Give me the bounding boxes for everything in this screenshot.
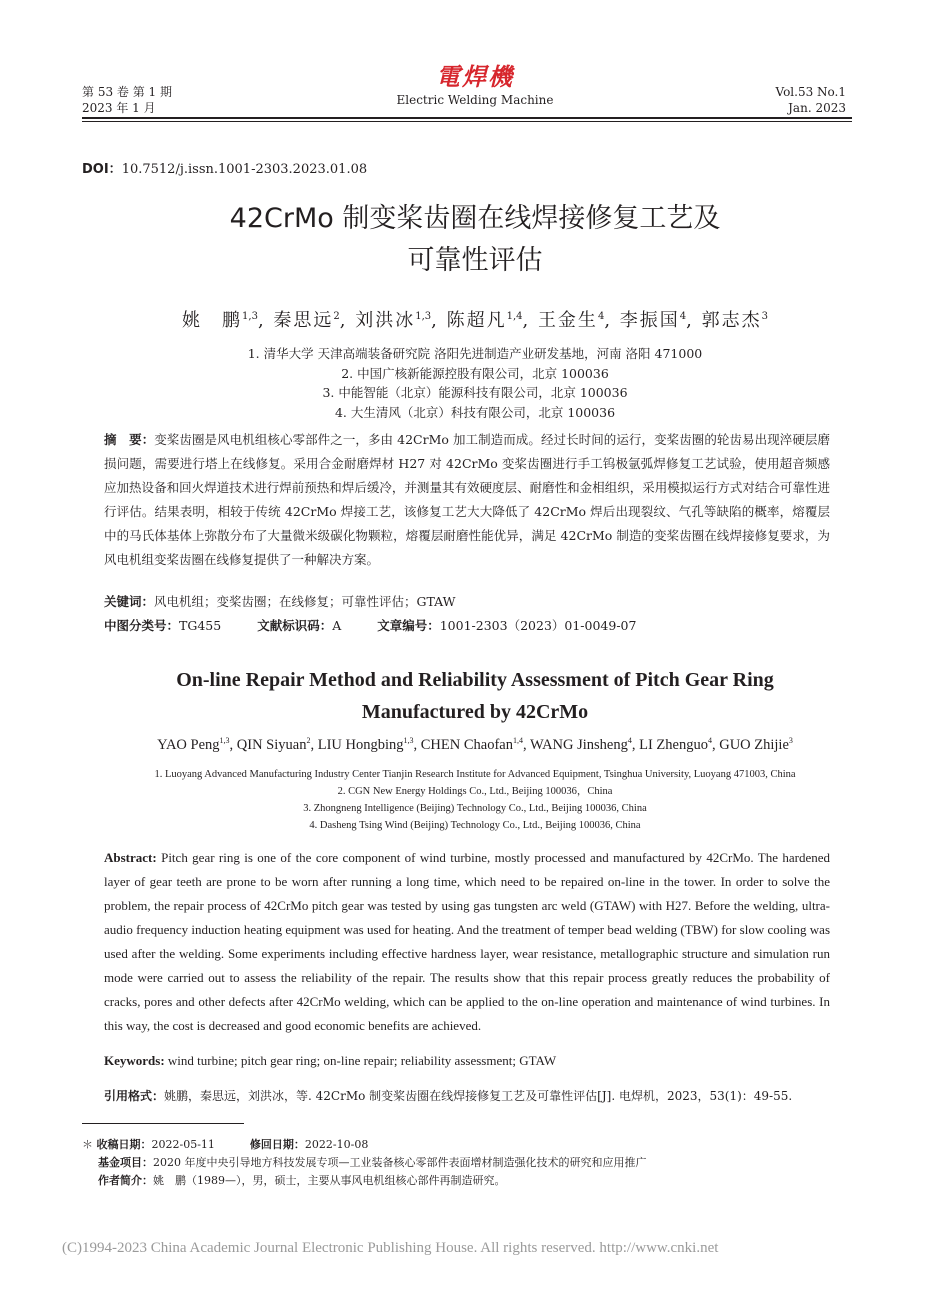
affiliation-cn: 3. 中能智能（北京）能源科技有限公司，北京 100036 [322,385,628,400]
issue-date-en: Jan. 2023 [788,101,846,115]
author-en: WANG Jinsheng$^4$ [529,736,632,753]
abstract-cn-label: 摘 要： [104,432,155,447]
header-rule [82,117,852,119]
keywords-en-label: Keywords: [104,1053,165,1068]
keywords-en [104,1053,830,1069]
author-cn: 郭志杰$^3$ [701,310,768,331]
author-en: YAO Peng$^{1,3}$ [157,736,230,753]
copyright-notice: (C)1994-2023 China Academic Journal Electronic Publishing House. All rights reserved. http://www.cnki.net [62,1240,719,1256]
citation [104,1087,830,1104]
abstract-cn [104,428,830,572]
author-en: LI Zhenguo$^4$ [639,736,712,753]
title-cn-line2: 可靠性评估 [407,245,543,276]
author-en: CHEN Chaofan$^{1,4}$ [420,736,523,753]
author-cn: 李振国$^4$ [619,310,687,331]
header-rule-thin [82,121,852,122]
affiliation-en: 2. CGN New Energy Holdings Co., Ltd., Beijing 100036，China [337,786,613,797]
citation-label: 引用格式： [104,1089,165,1103]
footnote-dates: ＊ 收稿日期：2022-05-11 修回日期：2022-10-08 [82,1138,369,1151]
revised-date: 2022-10-08 [304,1138,369,1151]
abstract-en [104,846,830,1038]
affiliation-en: 4. Dasheng Tsing Wind (Beijing) Technology Co., Ltd., Beijing 100036, China [309,820,641,831]
author-cn: 秦思远$^2$ [273,310,340,331]
revised-label: 修回日期： [249,1138,305,1151]
affiliations-en [0,766,950,834]
page-title-en [0,664,950,728]
author-en: GUO Zhijie$^3$ [719,736,793,753]
journal-name-en: Electric Welding Machine [396,93,554,107]
title-en-line1: On-line Repair Method and Reliability Assessment of Pitch Gear Ring [176,669,774,691]
affiliation-cn: 1. 清华大学 天津高端装备研究院 洛阳先进制造产业研发基地，河南 洛阳 471000 [247,346,703,361]
doc-code-value: A [332,618,342,633]
footnote-rule [82,1123,244,1124]
affiliation-en: 1. Luoyang Advanced Manufacturing Industry Center Tianjin Research Institute for Advanced Equipment, Tsinghua University, Luoyang 471003, China [154,769,796,780]
issue-info-en [776,84,847,116]
footnotes [82,1136,647,1190]
doi-value[interactable]: 10.7512/j.issn.1001-2303.2023.01.08 [121,162,368,177]
issue-date: 2023 年 1 月 [82,101,156,115]
article-number-value: 1001-2303（2023）01-0049-07 [439,618,637,633]
page-title-cn [0,198,950,282]
fund-text: 2020 年度中央引导地方科技发展专项—工业装备核心零部件表面增材制造强化技术的研究和应用推广 [153,1156,647,1169]
received-date: 2022-05-11 [151,1138,215,1151]
received-label: 收稿日期： [96,1138,152,1151]
keywords-cn-text: 风电机组；变桨齿圈；在线修复；可靠性评估；GTAW [154,594,456,609]
classification-info [104,616,830,636]
doi[interactable] [82,158,367,177]
clc-label: 中图分类号： [104,618,180,633]
affiliation-en: 3. Zhongneng Intelligence (Beijing) Technology Co., Ltd., Beijing 100036, China [303,803,647,814]
fund-label: 基金项目： [98,1156,153,1169]
footnote-fund [82,1154,647,1172]
abstract-cn-text: 变桨齿圈是风电机组核心零部件之一，多由 42CrMo 加工制造而成。经过长时间的运行，变桨齿圈的轮齿易出现淬硬层磨损问题，需要进行塔上在线修复。采用合金耐磨焊材 H27 对 42CrMo 变桨齿圈进行手工钨极氩弧焊修复工艺试验，使用超音频感应加热设备和回火焊道技术进行焊前预热和焊后缓冷，并测量其有效硬度层、耐磨性和金相组织，采用模拟运行方式对结合可靠性进行评估。结果表明，相较于传统 42CrMo 焊接工艺，该修复工艺大大降低了 42CrMo 焊后出现裂纹、气孔等缺陷的概率，熔覆层中的马氏体基体上弥散分布了大量微米级碳化物颗粒，熔覆层耐磨性能优异，满足 42CrMo 制造的变桨齿圈在线焊接修复要求，为风电机组变桨齿圈在线修复提供了一种解决方案。 [104,432,830,567]
article-number-label: 文章编号： [377,618,440,633]
doc-code-label: 文献标识码： [257,618,333,633]
keywords-en-text: wind turbine; pitch gear ring; on-line repair; reliability assessment; GTAW [167,1053,557,1068]
keywords-cn-label: 关键词： [104,594,155,609]
author-cn: 姚 鹏$^{1,3}$ [182,310,258,331]
affiliations-cn [0,344,950,422]
author-cn: 陈超凡$^{1,4}$ [446,310,523,331]
author-bio-label: 作者简介： [98,1174,153,1187]
footnote-author [82,1172,647,1190]
author-cn: 刘洪冰$^{1,3}$ [355,310,432,331]
author-en: QIN Siyuan$^2$ [236,736,311,753]
abstract-en-label: Abstract: [104,850,157,865]
doi-label: DOI： [82,162,122,177]
volume-issue-en: Vol.53 No.1 [775,85,846,99]
affiliation-cn: 2. 中国广核新能源控股有限公司，北京 100036 [341,365,609,381]
clc-value: TG455 [179,618,222,633]
author-list-cn: 姚 鹏$^{1,3}$, 秦思远$^2$, 刘洪冰$^{1,3}$, 陈超凡$^{1,4}$, 王金生$^4$, 李振国$^4$, 郭志杰$^3$ [182,310,768,331]
author-bio-text: 姚 鹏（1989—），男，硕士，主要从事风电机组核心部件再制造研究。 [153,1174,506,1187]
citation-text: 姚鹏，秦思远，刘洪冰，等. 42CrMo 制变桨齿圈在线焊接修复工艺及可靠性评估[J]. 电焊机，2023，53(1)：49-55. [164,1089,793,1103]
title-cn-line1: 42CrMo 制变桨齿圈在线焊接修复工艺及 [229,203,721,234]
title-en-line2: Manufactured by 42CrMo [361,701,589,723]
author-en: LIU Hongbing$^{1,3}$ [317,736,414,753]
journal-logo: 電焊機 [436,62,514,91]
author-cn: 王金生$^4$ [537,310,605,331]
author-list-en: YAO Peng$^{1,3}$, QIN Siyuan$^2$, LIU Hongbing$^{1,3}$, CHEN Chaofan$^{1,4}$, WANG Jinsheng$^4$, LI Zhenguo$^4$, GUO Zhijie$^3$ [157,736,793,753]
keywords-cn [104,592,830,612]
abstract-en-text: Pitch gear ring is one of the core component of wind turbine, mostly processed and manufactured by 42CrMo. The hardened layer of gear teeth are prone to be worn after running a long time, which need to be repaired on-line in the tower. In order to solve the problem, the repair process of 42CrMo pitch gear was tested by using gas tungsten arc weld (GTAW) with H27. Before the welding, ultra-audio frequency induction heating equipment was used for heating. And the treatment of temper bead welding (TBW) for slow cooling was used after the welding. Some experiments including effective hardness layer, wear resistance, metallographic structure and simulation run mode were carried out to assess the reliability of the repair. The results show that this repair process greatly reduces the probability of cracks, pores and other defects after 42CrMo welding, which can be applied to the on-line operation and maintenance of wind turbines. In this way, the cost is decreased and good economic benefits are achieved. [104,850,831,1033]
affiliation-cn: 4. 大生清风（北京）科技有限公司，北京 100036 [334,404,616,420]
volume-issue: 第 53 卷 第 1 期 [82,85,172,99]
